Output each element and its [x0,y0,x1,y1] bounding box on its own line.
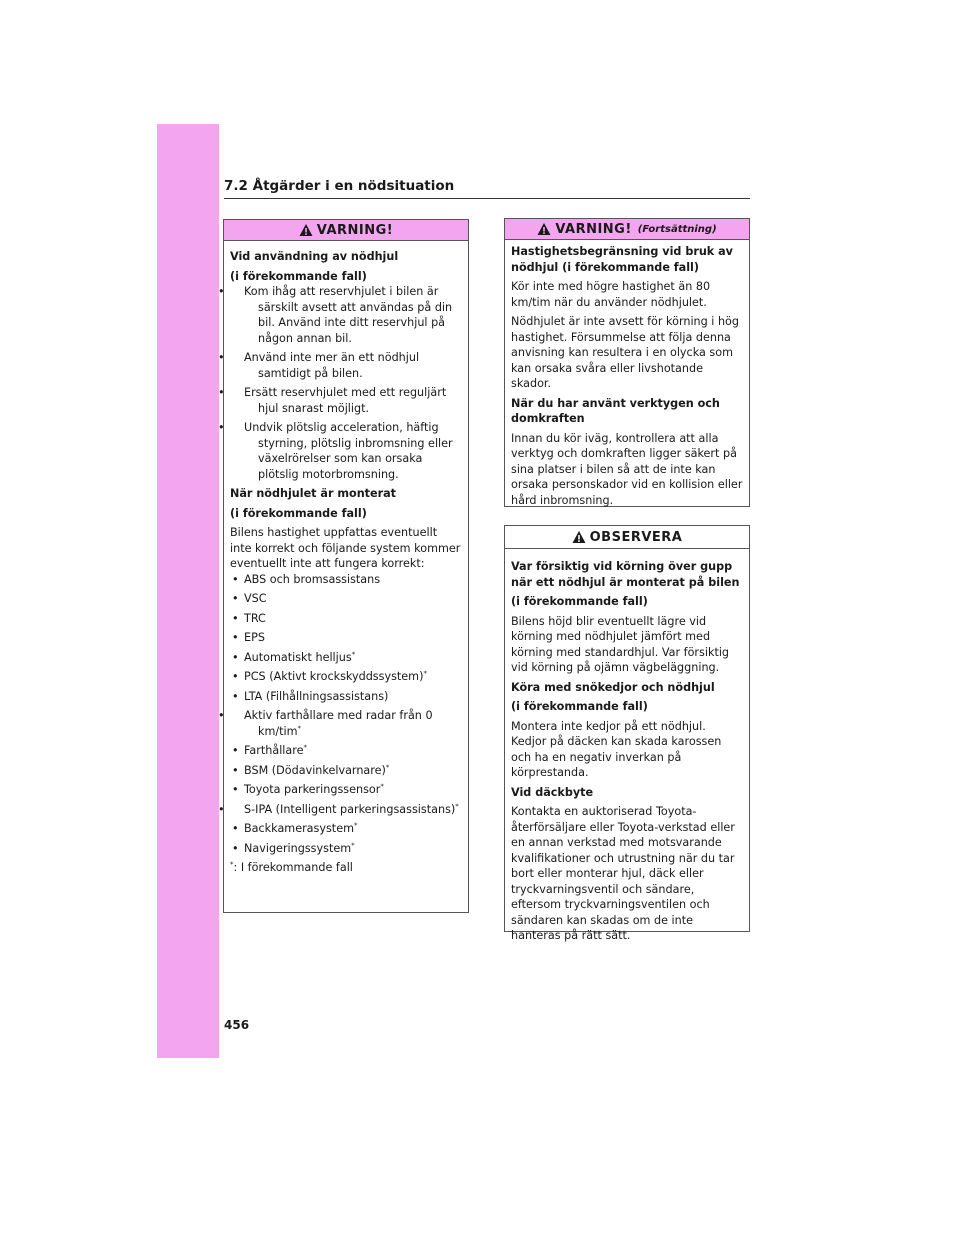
heading-bumps: Var försiktig vid körning över gupp när ett nödhjul är monterat på bilen [511,560,740,589]
list-item: • S-IPA (Intelligent parkeringsassistans)* [230,802,462,818]
heading-snow-chains: Köra med snökedjor och nödhjul [511,680,715,694]
warning-header [224,220,468,241]
heading-speed-limit: Hastighetsbegränsning vid bruk av nödhjul (i förekommande fall) [511,245,733,274]
heading-spare-use: Vid användning av nödhjul [230,250,399,263]
warning-content [224,241,468,882]
caution-triangle-icon [572,530,586,544]
chapter-tab-band [157,124,219,1058]
warning-triangle-icon [299,223,313,237]
list-item: • VSC [230,591,462,607]
heading-snow-chains-note: (i förekommande fall) [511,700,648,713]
page-number: 456 [224,1018,250,1032]
list-item: • EPS [230,630,462,646]
notice-title: OBSERVERA [589,529,683,545]
section-title: 7.2 Åtgärder i en nödsituation [224,178,750,199]
paragraph-chains: Montera inte kedjor på ett nödhjul. Kedjor på däcken kan skada karossen och ha en negativ inverkan på körprestanda. [511,719,722,779]
list-item: • TRC [230,611,462,627]
notice-content [505,549,749,954]
warning-header-continued [505,219,749,240]
list-item: • Ersätt reservhjulet med ett reguljärt hjul snarast möjligt. [230,385,462,416]
list-item: • BSM (Dödavinkelvarnare)* [230,763,462,779]
list-item: • Backkamerasystem* [230,821,462,837]
list-item: • LTA (Filhållningsassistans) [230,689,462,705]
list-item: • Aktiv farthållare med radar från 0 km/tim* [230,708,462,739]
warning-box-left [223,219,469,913]
list-item: • Kom ihåg att reservhjulet i bilen är särskilt avsett att användas på din bil. Använd inte ditt reservhjul på någon annan bil. [230,284,462,346]
warning-title: VARNING! [316,222,394,238]
heading-spare-use-note: (i förekommande fall) [230,269,367,283]
paragraph-high-speed: Nödhjulet är inte avsett för körning i hög hastighet. Försummelse att följa denna anvisning kan resultera i en olycka som kan orsaka svåra eller livshotande skador. [511,315,740,390]
paragraph-tire-change: Kontakta en auktoriserad Toyota-återförsäljare eller Toyota-verkstad eller en annan verkstad med motsvarande kvalifikationer och utrustning när du tar bort eller monterar hjul, däck eller tryckvarningsventil och sändare, eftersom tryckvarningsventilen och sändaren kan skadas om de inte hanteras på rätt sätt. [511,805,735,942]
paragraph-systems: Bilens hastighet uppfattas eventuellt inte korrekt och följande system kommer eventuellt inte att fungera korrekt: [230,526,461,570]
notice-box [504,525,750,942]
heading-tools: När du har använt verktygen och domkraften [511,396,720,425]
list-item: • ABS och bromsassistans [230,572,462,588]
list-item: • PCS (Aktivt krockskyddssystem)* [230,669,462,685]
list-item: • Farthållare* [230,743,462,759]
heading-spare-mounted-note: (i förekommande fall) [230,506,367,520]
list-item: • Toyota parkeringssensor* [230,782,462,798]
continued-label: (Fortsättning) [637,223,717,235]
warning-title: VARNING! [555,221,632,237]
systems-list [230,572,462,857]
list-item: • Navigeringssystem* [230,841,462,857]
footnote: *: I förekommande fall [230,860,353,874]
paragraph-tools: Innan du kör iväg, kontrollera att alla verktyg och domkraften ligger säkert på sina platser i bilen så att de inte kan orsaka personskador vid en kollision eller hård inbromsning. [511,431,743,507]
heading-bumps-note: (i förekommande fall) [511,595,648,608]
warning-content-continued [505,240,749,518]
list-item: • Använd inte mer än ett nödhjul samtidigt på bilen. [230,350,462,381]
notice-header [505,526,749,549]
paragraph-speed: Kör inte med högre hastighet än 80 km/tim när du använder nödhjulet. [511,280,711,309]
spare-wheel-list [230,284,462,482]
paragraph-height: Bilens höjd blir eventuellt lägre vid körning med nödhjulet jämfört med körning med standardhjul. Var försiktig vid körning på ojämn vägbeläggning. [511,614,730,674]
list-item: • Undvik plötslig acceleration, häftig styrning, plötslig inbromsning eller växelrörelser som kan orsaka plötslig motorbromsning. [230,420,462,482]
warning-triangle-icon [537,222,551,236]
warning-box-continued [504,218,750,507]
heading-tire-change: Vid däckbyte [511,785,594,799]
heading-spare-mounted: När nödhjulet är monterat [230,487,397,500]
list-item: • Automatiskt helljus* [230,650,462,666]
